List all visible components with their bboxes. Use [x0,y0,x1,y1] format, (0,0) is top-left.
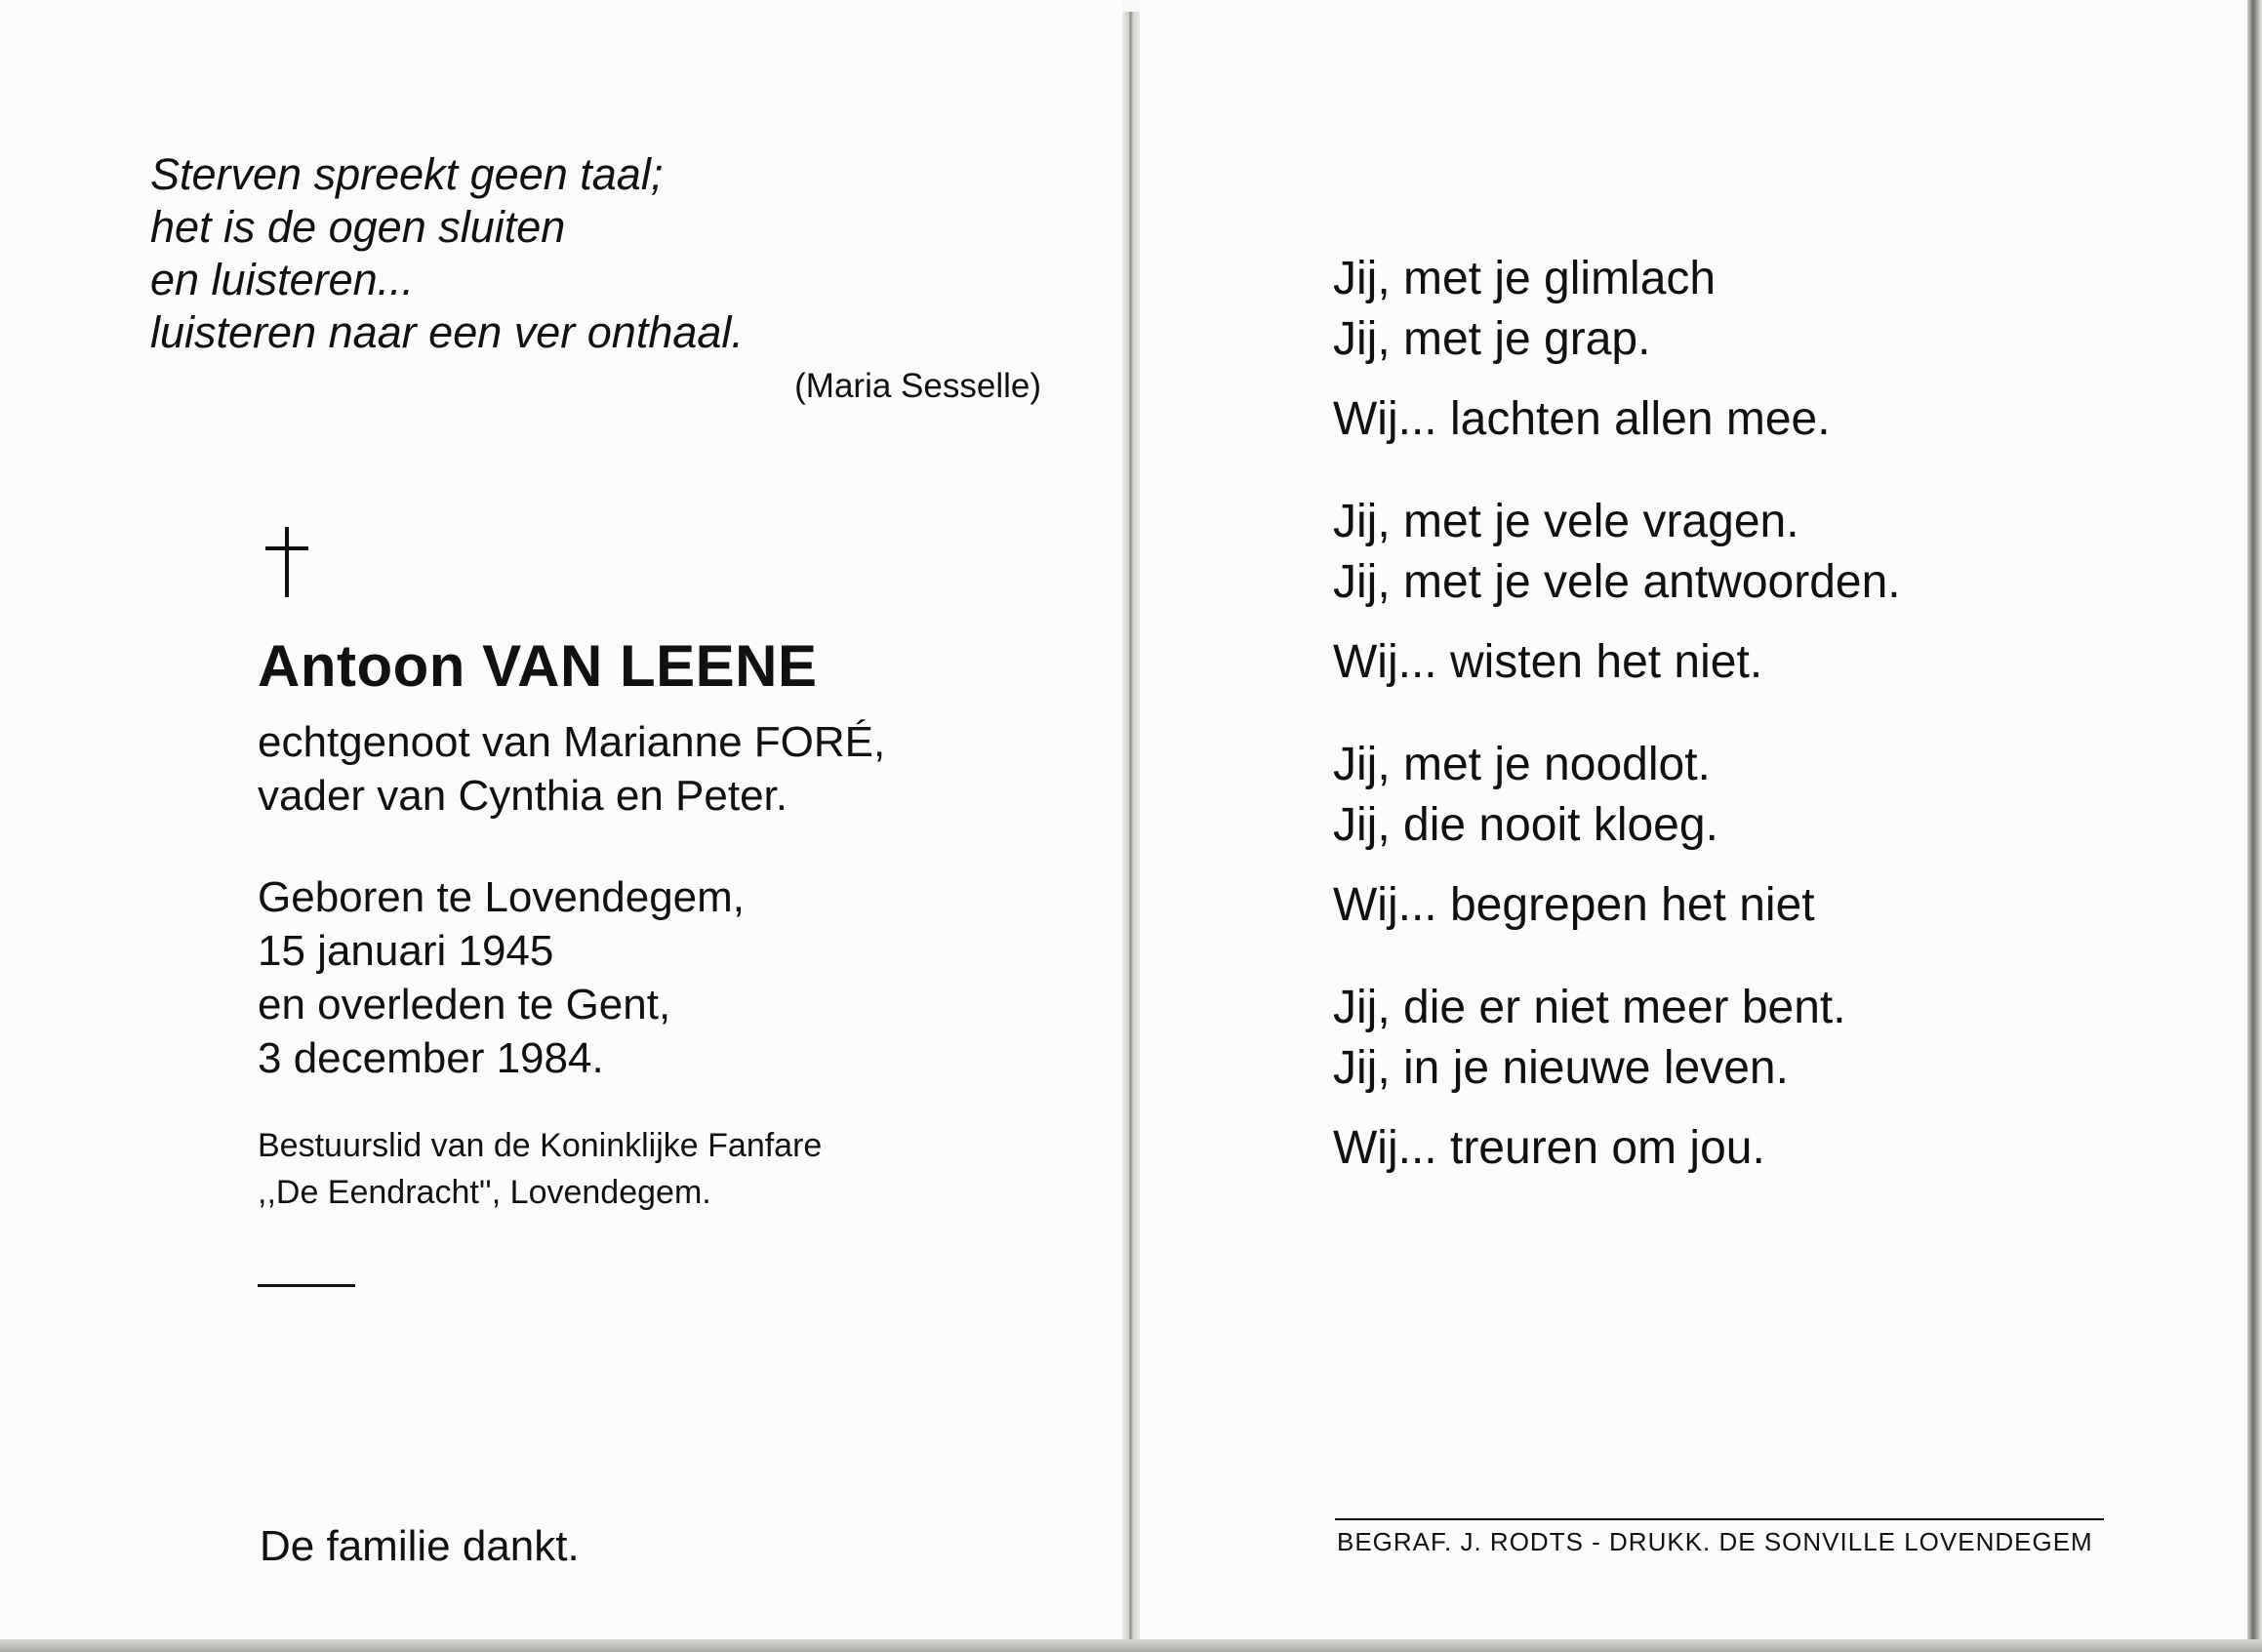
poem-line: Jij, die er niet meer bent. [1333,982,1846,1033]
life-line: 3 december 1984. [258,1034,604,1082]
divider [258,1284,355,1287]
poem-line: Wij... lachten allen mee. [1333,393,1831,445]
motto-author: (Maria Sesselle) [794,367,1041,405]
poem-line: Jij, met je grap. [1333,313,1651,365]
motto-line: luisteren naar een ver onthaal. [150,307,744,357]
board-line: ,,De Eendracht'', Lovendegem. [258,1174,711,1211]
motto-line: Sterven spreekt geen taal; [150,149,664,199]
relation-line: echtgenoot van Marianne FORÉ, [258,718,886,766]
board-line: Bestuurslid van de Koninklijke Fanfare [258,1127,823,1164]
poem-line: Jij, met je glimlach [1333,253,1717,304]
cross-icon [262,527,312,597]
board-membership [258,1122,822,1216]
deceased-name: Antoon VAN LEENE [258,633,818,699]
family-thanks: De familie dankt. [260,1522,580,1570]
card-edge-right [2247,0,2262,1652]
card-edge-bottom [0,1639,2262,1652]
motto-line: het is de ogen sluiten [150,202,566,252]
poem-line: Jij, met je noodlot. [1333,739,1711,790]
family-relation [258,715,885,823]
poem-line: Jij, die nooit kloeg. [1333,799,1718,851]
poem-line: Wij... wisten het niet. [1333,636,1763,688]
life-dates [258,870,745,1085]
card-fold [1122,12,1140,1639]
relation-line: vader van Cynthia en Peter. [258,772,788,820]
life-line: Geboren te Lovendegem, [258,873,746,921]
poem-line: Jij, in je nieuwe leven. [1333,1042,1789,1094]
printer-credit: BEGRAF. J. RODTS - DRUKK. DE SONVILLE LOVENDEGEM [1337,1527,2093,1556]
poem-line: Jij, met je vele vragen. [1333,496,1799,547]
life-line: en overleden te Gent, [258,981,671,1028]
motto-line: en luisteren... [150,255,415,304]
printer-divider [1335,1518,2104,1520]
poem-line: Wij... treuren om jou. [1333,1122,1765,1174]
life-line: 15 januari 1945 [258,927,554,975]
poem-line: Wij... begrepen het niet [1333,879,1815,931]
motto-quote [150,148,744,359]
poem-line: Jij, met je vele antwoorden. [1333,556,1901,608]
